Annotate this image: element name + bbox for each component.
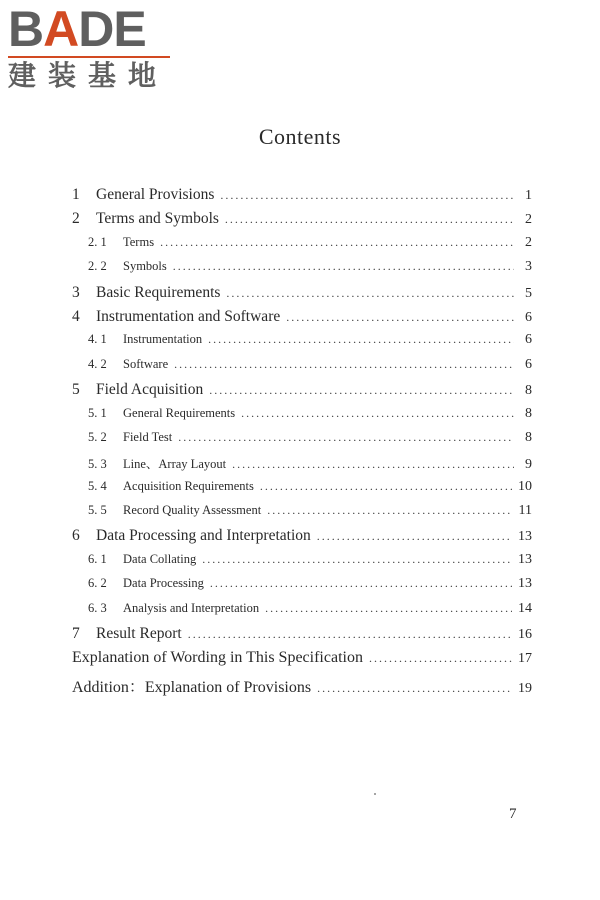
toc-entry-page: 6 bbox=[525, 309, 532, 325]
toc-entry-number: 6. 3 bbox=[88, 600, 107, 615]
scan-speck bbox=[374, 793, 376, 795]
dot-leader bbox=[178, 430, 514, 445]
toc-entry-title: Explanation of Wording in This Specification bbox=[72, 649, 363, 667]
dot-leader bbox=[317, 529, 512, 544]
toc-entry[interactable] bbox=[72, 503, 532, 527]
dot-leader bbox=[202, 552, 512, 567]
toc-entry-number: 4. 2 bbox=[88, 356, 107, 371]
toc-entry-title: Terms and Symbols bbox=[96, 210, 219, 228]
toc-entry-title: Field Acquisition bbox=[96, 381, 204, 399]
toc-entry-page: 9 bbox=[525, 457, 532, 473]
dot-leader bbox=[260, 479, 512, 494]
toc-entry-page: 5 bbox=[525, 285, 532, 301]
toc-entry-number: 7 bbox=[72, 625, 80, 643]
dot-leader bbox=[220, 188, 514, 203]
dot-leader bbox=[208, 332, 514, 347]
toc-entry-number: 5. 3 bbox=[88, 457, 107, 472]
toc-entry[interactable] bbox=[72, 454, 532, 478]
toc-entry-number: 2. 1 bbox=[88, 234, 107, 249]
page-title: Contents bbox=[258, 124, 342, 149]
toc-entry-page: 3 bbox=[525, 259, 532, 275]
toc-entry-number: 3 bbox=[72, 283, 80, 301]
toc-entry-title: Instrumentation and Software bbox=[96, 307, 281, 325]
toc-entry-title: Data Processing bbox=[123, 576, 204, 591]
dot-leader bbox=[226, 286, 514, 301]
toc-entry-number: 5. 2 bbox=[88, 429, 107, 444]
toc-entry-page: 13 bbox=[518, 529, 532, 545]
toc-entry-page: 11 bbox=[518, 503, 532, 519]
toc-entry[interactable] bbox=[72, 674, 532, 698]
toc-entry-number: 6. 1 bbox=[88, 551, 107, 566]
toc-entry-page: 2 bbox=[525, 234, 532, 250]
toc-entry[interactable] bbox=[72, 649, 532, 673]
toc-entry-number: 1 bbox=[72, 186, 80, 203]
toc-entry-page: 6 bbox=[525, 356, 532, 372]
toc-entry-page: 8 bbox=[525, 405, 532, 421]
toc-entry-number: 2 bbox=[72, 210, 80, 228]
toc-entry[interactable] bbox=[72, 430, 532, 454]
toc-entry-page: 19 bbox=[518, 680, 532, 696]
toc-entry-title: General Requirements bbox=[123, 405, 236, 420]
toc-entry-title: Terms bbox=[123, 234, 155, 249]
toc-entry-page: 13 bbox=[518, 551, 532, 567]
dot-leader bbox=[210, 576, 512, 591]
dot-leader bbox=[232, 457, 514, 472]
dot-leader bbox=[286, 310, 514, 325]
logo-letter-b: B bbox=[8, 1, 44, 57]
toc-entry[interactable] bbox=[72, 576, 532, 600]
toc-entry-title: Basic Requirements bbox=[96, 283, 221, 301]
toc-entry-title: Analysis and Interpretation bbox=[123, 600, 260, 615]
toc-entry[interactable] bbox=[72, 381, 532, 405]
toc-entry-page: 10 bbox=[518, 478, 532, 494]
table-of-contents bbox=[72, 186, 532, 698]
dot-leader bbox=[160, 235, 514, 250]
toc-entry-page: 13 bbox=[518, 576, 532, 592]
dot-leader bbox=[173, 259, 514, 274]
toc-entry-page: 16 bbox=[518, 627, 532, 643]
toc-entry-title: Line、Array Layout bbox=[123, 457, 227, 472]
toc-entry[interactable] bbox=[72, 284, 532, 308]
toc-entry[interactable] bbox=[72, 210, 532, 234]
toc-entry-number: 2. 2 bbox=[88, 259, 107, 274]
toc-entry-title: Addition：Explanation of Provisions bbox=[72, 678, 312, 696]
toc-entry-number: 4 bbox=[72, 307, 80, 325]
toc-entry-title: Field Test bbox=[123, 429, 173, 444]
page-number: 7 bbox=[509, 806, 517, 822]
toc-entry[interactable] bbox=[72, 406, 532, 430]
toc-entry[interactable] bbox=[72, 552, 532, 576]
toc-entry-number: 5. 5 bbox=[88, 503, 107, 518]
toc-entry-number: 6. 2 bbox=[88, 576, 107, 591]
toc-entry-number: 5 bbox=[72, 381, 80, 399]
dot-leader bbox=[241, 406, 514, 421]
dot-leader bbox=[267, 503, 512, 518]
toc-entry-title: Software bbox=[123, 356, 169, 371]
toc-entry[interactable] bbox=[72, 357, 532, 381]
dot-leader bbox=[225, 212, 514, 227]
bade-logo bbox=[8, 1, 178, 92]
toc-entry-title: Data Processing and Interpretation bbox=[96, 527, 311, 545]
toc-entry-page: 2 bbox=[525, 212, 532, 228]
toc-entry-title: Data Collating bbox=[123, 551, 197, 566]
toc-entry-title: Result Report bbox=[96, 625, 182, 643]
dot-leader bbox=[188, 627, 512, 642]
toc-entry[interactable] bbox=[72, 186, 532, 210]
toc-entry-title: Symbols bbox=[123, 259, 167, 274]
dot-leader bbox=[369, 651, 512, 666]
toc-entry[interactable] bbox=[72, 332, 532, 356]
toc-entry[interactable] bbox=[72, 527, 532, 551]
toc-entry-title: Record Quality Assessment bbox=[123, 503, 262, 518]
toc-entry-number: 5. 1 bbox=[88, 405, 107, 420]
toc-entry-page: 8 bbox=[525, 383, 532, 399]
toc-entry[interactable] bbox=[72, 235, 532, 259]
toc-entry-page: 1 bbox=[525, 188, 532, 203]
toc-entry-page: 6 bbox=[525, 332, 532, 348]
toc-entry-title: Instrumentation bbox=[123, 332, 203, 347]
toc-entry-number: 5. 4 bbox=[88, 478, 107, 493]
dot-leader bbox=[209, 383, 514, 398]
toc-entry-number: 6 bbox=[72, 527, 80, 545]
toc-entry[interactable] bbox=[72, 625, 532, 649]
toc-entry-page: 17 bbox=[518, 651, 532, 667]
toc-entry-number: 4. 1 bbox=[88, 332, 107, 347]
dot-leader bbox=[317, 681, 512, 696]
toc-entry-title: General Provisions bbox=[96, 186, 215, 203]
dot-leader bbox=[265, 601, 512, 616]
toc-entry[interactable] bbox=[72, 479, 532, 503]
logo-letters-de: DE bbox=[78, 1, 146, 57]
toc-entry-title: Acquisition Requirements bbox=[123, 478, 254, 493]
toc-entry-page: 14 bbox=[518, 600, 532, 616]
toc-entry[interactable] bbox=[72, 601, 532, 625]
toc-entry-page: 8 bbox=[525, 429, 532, 445]
toc-entry[interactable] bbox=[72, 308, 532, 332]
toc-entry[interactable] bbox=[72, 259, 532, 283]
logo-letter-a: A bbox=[43, 1, 79, 57]
logo-wordmark bbox=[8, 1, 178, 57]
dot-leader bbox=[174, 357, 514, 372]
logo-chinese-text: 建装基地 bbox=[8, 59, 169, 92]
